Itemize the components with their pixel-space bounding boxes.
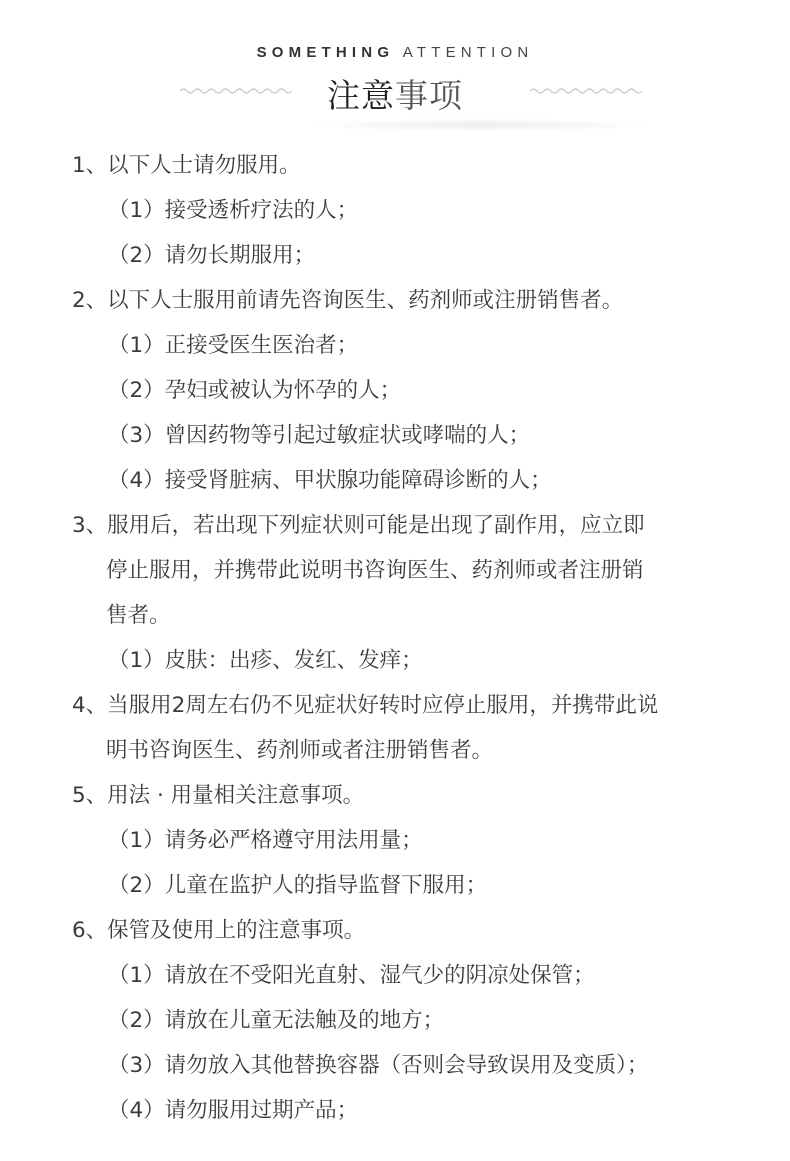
header-chinese-strong: 注意 (327, 76, 395, 115)
sub-item: （3）曾因药物等引起过敏症状或哮喘的人； (108, 423, 531, 448)
section-header (0, 0, 790, 140)
header-chinese-soft: 事项 (395, 76, 463, 115)
sub-item: （1）请放在不受阳光直射、湿气少的阴凉处保管； (108, 963, 595, 988)
sub-item: （2）请勿长期服用； (108, 243, 316, 268)
numbered-item: 4、当服用2周左右仍不见症状好转时应停止服用，并携带此说 (72, 693, 659, 718)
wave-decoration-right-icon (530, 84, 642, 98)
sub-item: （2）儿童在监护人的指导监督下服用； (108, 873, 488, 898)
sub-item: （4）请勿服用过期产品； (108, 1098, 359, 1123)
numbered-item: 6、保管及使用上的注意事项。 (72, 918, 366, 943)
item-continuation: 售者。 (106, 603, 171, 628)
header-english-light: ATTENTION (402, 44, 534, 61)
numbered-item: 2、以下人士服用前请先咨询医生、药剂师或注册销售者。 (72, 288, 624, 313)
sub-item: （2）请放在儿童无法触及的地方； (108, 1008, 445, 1033)
sub-item: （1）请务必严格遵守用法用量； (108, 828, 423, 853)
header-english-title (0, 44, 790, 61)
item-continuation: 停止服用，并携带此说明书咨询医生、药剂师或者注册销 (106, 558, 644, 583)
item-continuation: 明书咨询医生、药剂师或者注册销售者。 (106, 738, 494, 763)
sub-item: （3）请勿放入其他替换容器（否则会导致误用及变质）； (108, 1053, 649, 1078)
numbered-item: 3、服用后，若出现下列症状则可能是出现了副作用，应立即 (72, 513, 645, 538)
header-chinese-title (0, 70, 790, 117)
header-shadow-divider (300, 118, 660, 132)
numbered-item: 5、用法 · 用量相关注意事项。 (72, 783, 365, 808)
header-english-bold: SOMETHING (256, 44, 395, 61)
sub-item: （2）孕妇或被认为怀孕的人； (108, 378, 402, 403)
precautions-list (0, 143, 790, 1133)
sub-item: （1）接受透析疗法的人； (108, 198, 359, 223)
sub-item: （4）接受肾脏病、甲状腺功能障碍诊断的人； (108, 468, 552, 493)
sub-item: （1）皮肤：出疹、发红、发痒； (108, 648, 423, 673)
sub-item: （1）正接受医生医治者； (108, 333, 359, 358)
numbered-item: 1、以下人士请勿服用。 (72, 153, 301, 178)
